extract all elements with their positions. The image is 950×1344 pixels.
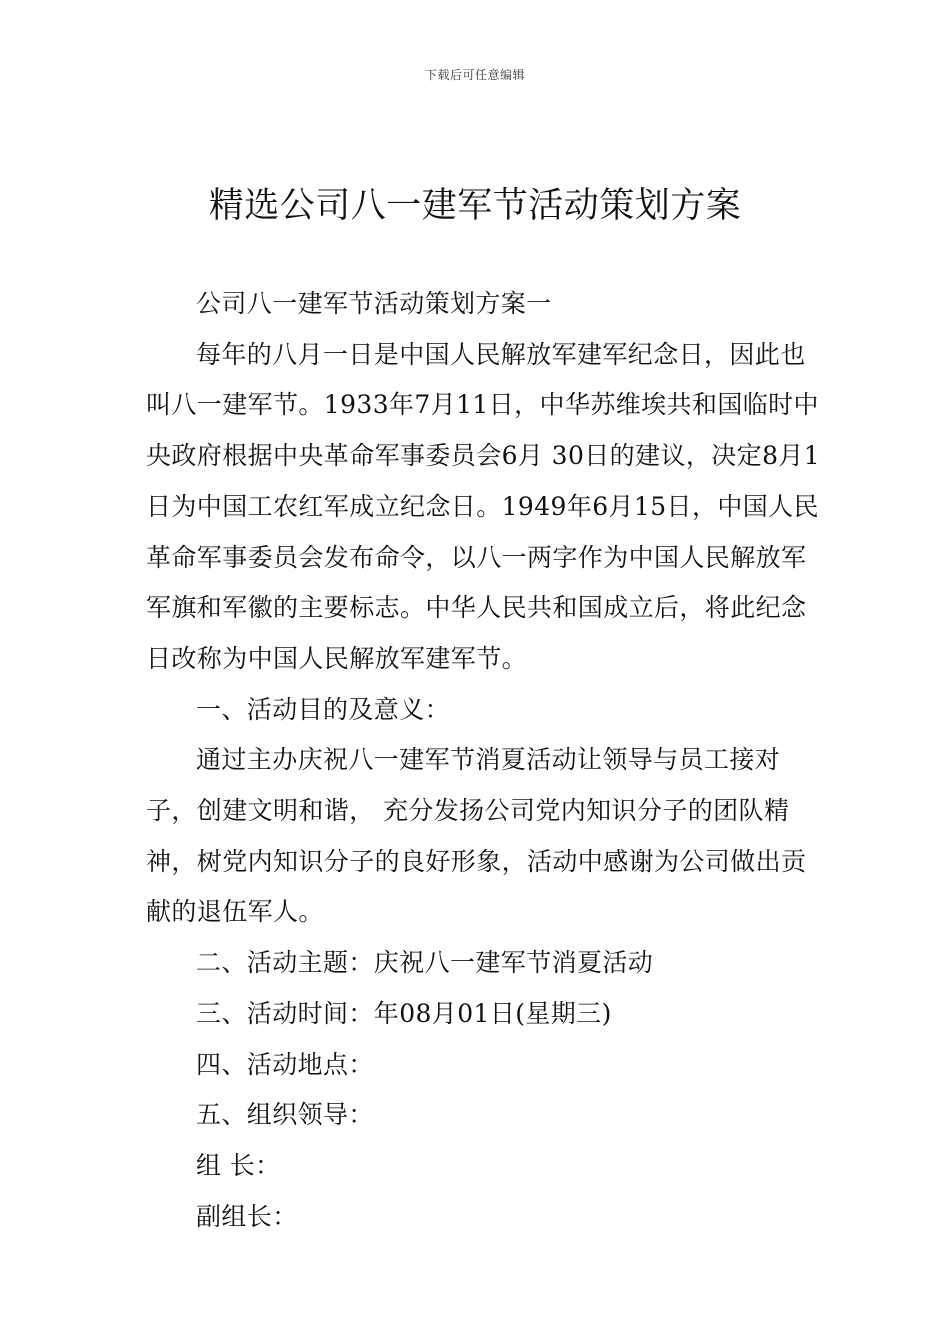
section-heading-leadership: 五、组织领导： [196, 1100, 374, 1130]
document-title: 精选公司八一建军节活动策划方案 [208, 186, 742, 226]
section-heading-theme: 二、活动主题：庆祝八一建军节消夏活动 [196, 948, 654, 978]
purpose-paragraph: 通过主办庆祝八一建军节消夏活动让领导与员工接对子，创建文明和谐， 充分发扬公司党内知识分子的团队精神，树党内知识分子的良好形象，活动中感谢为公司做出贡献的退伍军人。 [146, 745, 807, 927]
section-heading-time: 三、活动时间：年08月01日(星期三) [196, 998, 612, 1028]
header-note: 下载后可任意编辑 [424, 68, 525, 82]
leader-line: 组 长： [196, 1150, 281, 1180]
section-subtitle: 公司八一建军节活动策划方案一 [196, 289, 552, 318]
intro-paragraph: 每年的八月一日是中国人民解放军建军纪念日，因此也叫八一建军节。1933年7月11日，中华苏维埃共和国临时中央政府根据中央革命军事委员会6月 30日的建议，决定8月1日为中国工农红军成立纪念日。1949年6月15日，中国人民革命军事委员会发布命令，以八一两字作为中国人民解放军军旗和军徽的主要标志。中华人民共和国成立后，将此纪念日改称为中国人民解放军建军节。 [146, 339, 821, 673]
deputy-leader-line: 副组长： [196, 1201, 298, 1231]
section-heading-location: 四、活动地点： [196, 1049, 374, 1079]
section-heading-purpose: 一、活动目的及意义： [196, 694, 451, 724]
document-body [146, 279, 826, 1242]
